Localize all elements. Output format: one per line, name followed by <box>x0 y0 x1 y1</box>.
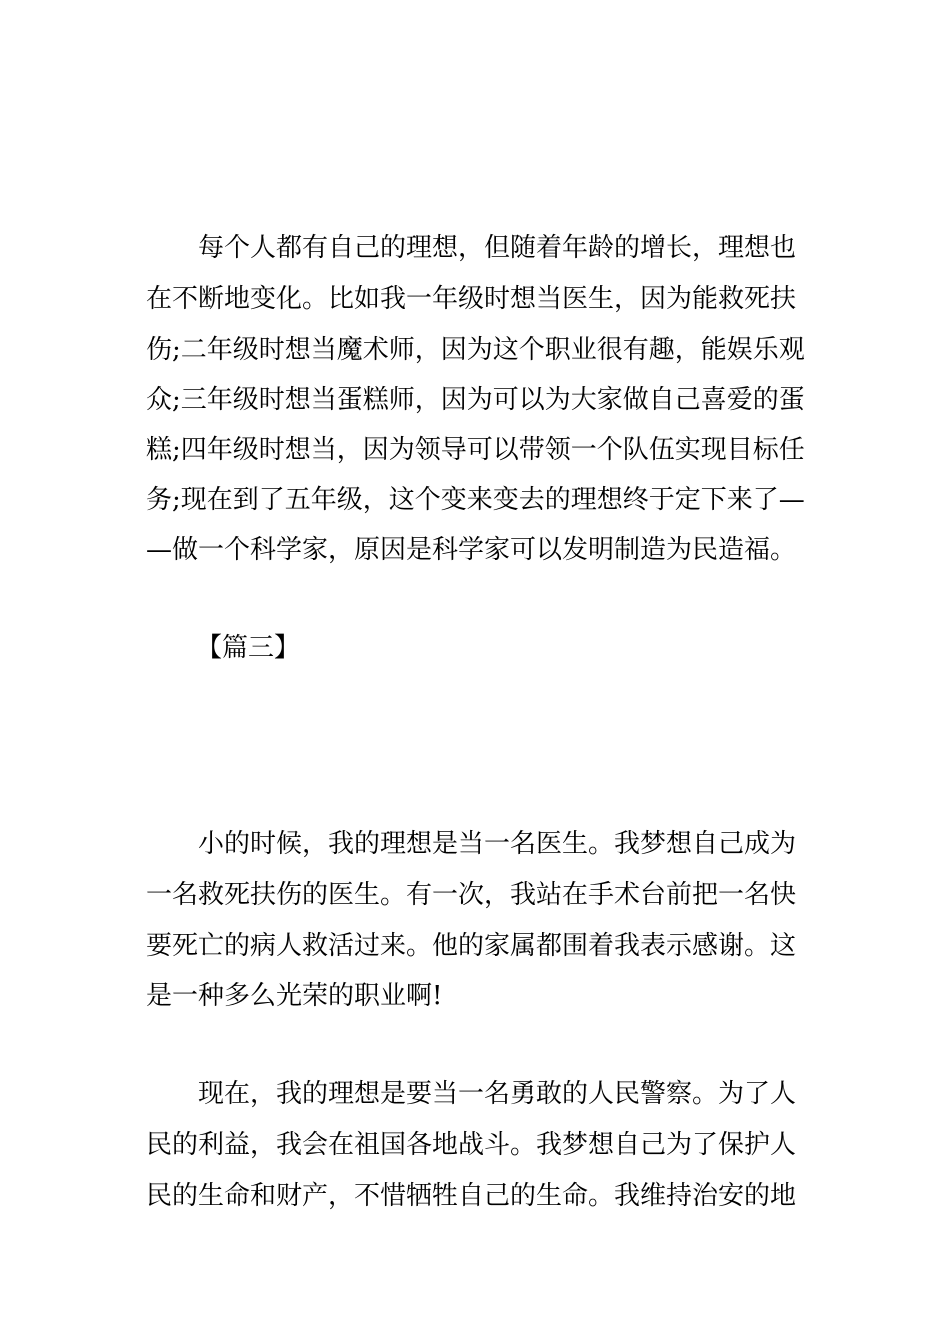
paragraph-line: 在不断地变化。比如我一年级时想当医生，因为能救死扶 <box>146 284 797 314</box>
paragraph-line: 民的生命和财产，不惜牺牲自己的生命。我维持治安的地 <box>146 1181 797 1211</box>
paragraph-line: 要死亡的病人救活过来。他的家属都围着我表示感谢。这 <box>146 931 797 961</box>
paragraph-line: 每个人都有自己的理想，但随着年龄的增长，理想也 <box>198 233 797 263</box>
section-heading: 【篇三】 <box>196 633 301 663</box>
paragraph-line: 民的利益，我会在祖国各地战斗。我梦想自己为了保护人 <box>146 1130 797 1160</box>
paragraph-line: 小的时候，我的理想是当一名医生。我梦想自己成为 <box>198 829 797 859</box>
paragraph-line: 众;三年级时想当蛋糕师，因为可以为大家做自己喜爱的蛋 <box>146 385 805 415</box>
paragraph-line: 一名救死扶伤的医生。有一次，我站在手术台前把一名快 <box>146 880 797 910</box>
paragraph-line: 务;现在到了五年级，这个变来变去的理想终于定下来了— <box>146 485 805 515</box>
paragraph-line: 现在，我的理想是要当一名勇敢的人民警察。为了人 <box>198 1079 797 1109</box>
paragraph-line: —做一个科学家，原因是科学家可以发明制造为民造福。 <box>146 535 797 565</box>
paragraph-line: 糕;四年级时想当，因为领导可以带领一个队伍实现目标任 <box>146 435 805 465</box>
paragraph-line: 是一种多么光荣的职业啊! <box>146 981 443 1011</box>
paragraph-line: 伤;二年级时想当魔术师，因为这个职业很有趣，能娱乐观 <box>146 335 805 365</box>
